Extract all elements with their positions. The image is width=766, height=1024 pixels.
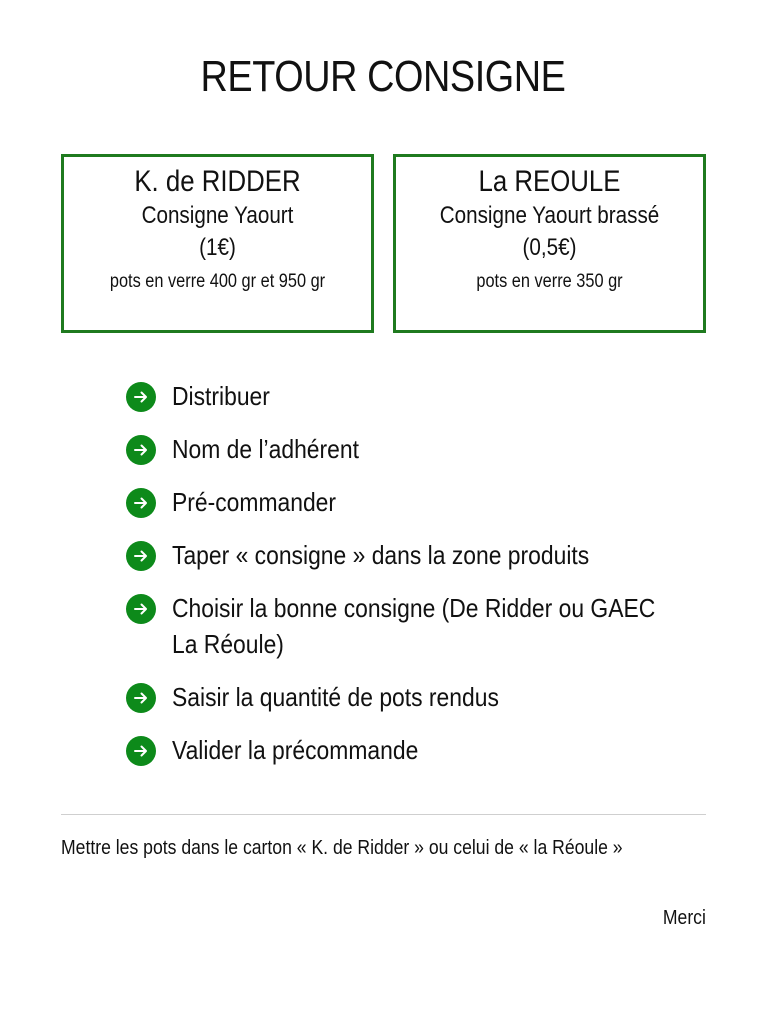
product-name: Consigne Yaourt brassé (439, 202, 660, 229)
pot-description: pots en verre 400 gr et 950 gr (109, 271, 326, 292)
arrow-right-circle-icon (126, 541, 156, 571)
step-text: Choisir la bonne consigne (De Ridder ou GAEC La Réoule) (172, 593, 656, 659)
step-text: Pré-commander (172, 487, 337, 517)
thanks-text: Merci (662, 907, 706, 929)
step-item (126, 378, 726, 414)
deposit-price: (1€) (199, 234, 236, 261)
step-item (126, 590, 726, 662)
step-item (126, 484, 726, 520)
producer-card-de-ridder (61, 154, 374, 333)
arrow-right-circle-icon (126, 382, 156, 412)
step-text: Saisir la quantité de pots rendus (172, 682, 499, 712)
step-item (126, 679, 726, 715)
steps-list (126, 378, 726, 785)
step-text: Taper « consigne » dans la zone produits (172, 540, 590, 570)
arrow-right-circle-icon (126, 435, 156, 465)
step-item (126, 431, 726, 467)
pot-description: pots en verre 350 gr (476, 271, 623, 292)
producer-name: La REOULE (478, 165, 621, 198)
product-name: Consigne Yaourt (141, 202, 294, 229)
divider (61, 814, 706, 815)
arrow-right-circle-icon (126, 488, 156, 518)
step-text: Distribuer (172, 381, 270, 411)
step-item (126, 732, 726, 768)
arrow-right-circle-icon (126, 683, 156, 713)
arrow-right-circle-icon (126, 594, 156, 624)
deposit-price: (0,5€) (522, 234, 577, 261)
arrow-right-circle-icon (126, 736, 156, 766)
step-text: Nom de l’adhérent (172, 434, 359, 464)
producer-card-la-reoule (393, 154, 706, 333)
page-title: RETOUR CONSIGNE (200, 52, 566, 101)
producer-name: K. de RIDDER (134, 165, 301, 198)
step-item (126, 537, 726, 573)
instruction-note: Mettre les pots dans le carton « K. de Ridder » ou celui de « la Réoule » (61, 837, 623, 859)
step-text: Valider la précommande (172, 735, 419, 765)
